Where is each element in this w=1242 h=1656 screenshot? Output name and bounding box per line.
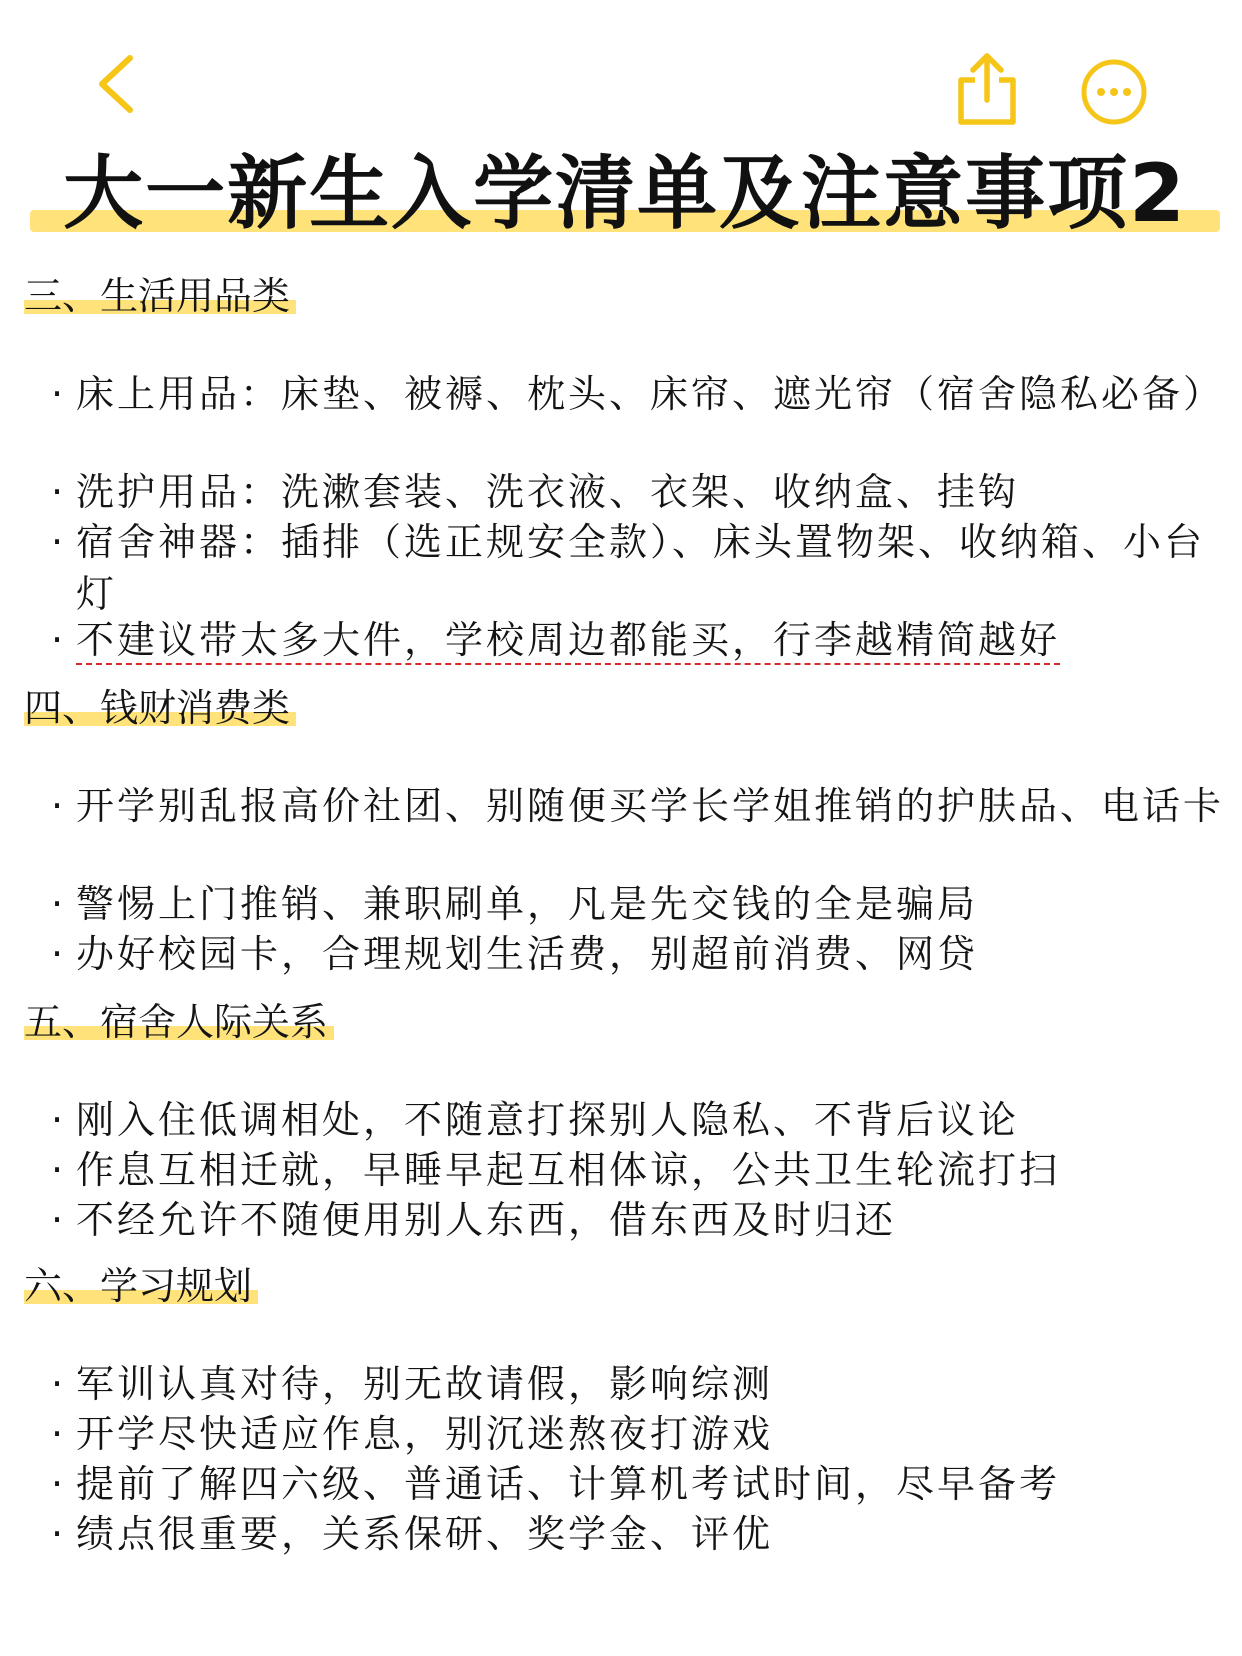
list-item-text: 绩点很重要，关系保研、奖学金、评优 bbox=[76, 1512, 774, 1556]
list-item: · 军训认真对待，别无故请假，影响综测 bbox=[46, 1358, 1226, 1410]
list-item: · 刚入住低调相处，不随意打探别人隐私、不背后议论 bbox=[46, 1094, 1226, 1146]
list-item-text: 不经允许不随便用别人东西，借东西及时归还 bbox=[76, 1198, 897, 1242]
chevron-left-icon[interactable] bbox=[90, 52, 142, 116]
list-item: · 不建议带太多大件，学校周边都能买，行李越精简越好 bbox=[50, 618, 1061, 662]
list-item-text: 宿舍神器：插排（选正规安全款）、床头置物架、收纳箱、小台灯 bbox=[76, 520, 1206, 616]
list-item: · 警惕上门推销、兼职刷单，凡是先交钱的全是骗局 bbox=[46, 878, 1226, 930]
list-item: · 办好校园卡，合理规划生活费，别超前消费、网贷 bbox=[46, 928, 1226, 980]
list-item: · 作息互相迁就，早睡早起互相体谅，公共卫生轮流打扫 bbox=[46, 1144, 1226, 1196]
share-icon[interactable] bbox=[955, 50, 1019, 128]
section-heading: 三、生活用品类 bbox=[24, 272, 296, 320]
list-item-text: 办好校园卡，合理规划生活费，别超前消费、网贷 bbox=[76, 932, 979, 976]
list-item: · 床上用品：床垫、被褥、枕头、床帘、遮光帘（宿舍隐私必备） bbox=[46, 368, 1226, 420]
list-item-text: 军训认真对待，别无故请假，影响综测 bbox=[76, 1362, 774, 1406]
list-item-text: 警惕上门推销、兼职刷单，凡是先交钱的全是骗局 bbox=[76, 882, 979, 926]
section-heading: 五、宿舍人际关系 bbox=[24, 998, 334, 1046]
list-item: · 洗护用品：洗漱套装、洗衣液、衣架、收纳盒、挂钩 bbox=[46, 466, 1226, 518]
list-item: · 宿舍神器：插排（选正规安全款）、床头置物架、收纳箱、小台灯 bbox=[46, 516, 1226, 620]
list-item-text-underlined: 不建议带太多大件，学校周边都能买，行李越精简越好 bbox=[76, 618, 1061, 662]
list-item: · 绩点很重要，关系保研、奖学金、评优 bbox=[46, 1508, 1226, 1560]
list-item-text: 开学尽快适应作息，别沉迷熬夜打游戏 bbox=[76, 1412, 774, 1456]
top-bar bbox=[0, 0, 1242, 140]
page-title: 大一新生入学清单及注意事项2 bbox=[63, 147, 1187, 240]
section-heading: 四、钱财消费类 bbox=[24, 684, 296, 732]
section-heading: 六、学习规划 bbox=[24, 1262, 258, 1310]
more-icon[interactable] bbox=[1080, 58, 1148, 126]
list-item-text: 作息互相迁就，早睡早起互相体谅，公共卫生轮流打扫 bbox=[76, 1148, 1061, 1192]
list-item-text: 床上用品：床垫、被褥、枕头、床帘、遮光帘（宿舍隐私必备） bbox=[76, 372, 1225, 416]
list-item: · 开学尽快适应作息，别沉迷熬夜打游戏 bbox=[46, 1408, 1226, 1460]
list-item: · 提前了解四六级、普通话、计算机考试时间，尽早备考 bbox=[46, 1458, 1226, 1510]
list-item: · 开学别乱报高价社团、别随便买学长学姐推销的护肤品、电话卡 bbox=[46, 780, 1226, 832]
list-item-text: 提前了解四六级、普通话、计算机考试时间，尽早备考 bbox=[76, 1462, 1061, 1506]
list-item-text: 开学别乱报高价社团、别随便买学长学姐推销的护肤品、电话卡 bbox=[76, 784, 1225, 828]
page-title-block bbox=[30, 148, 1220, 240]
list-item-text: 刚入住低调相处，不随意打探别人隐私、不背后议论 bbox=[76, 1098, 1020, 1142]
list-item: · 不经允许不随便用别人东西，借东西及时归还 bbox=[46, 1194, 1226, 1246]
list-item-text: 洗护用品：洗漱套装、洗衣液、衣架、收纳盒、挂钩 bbox=[76, 470, 1020, 514]
